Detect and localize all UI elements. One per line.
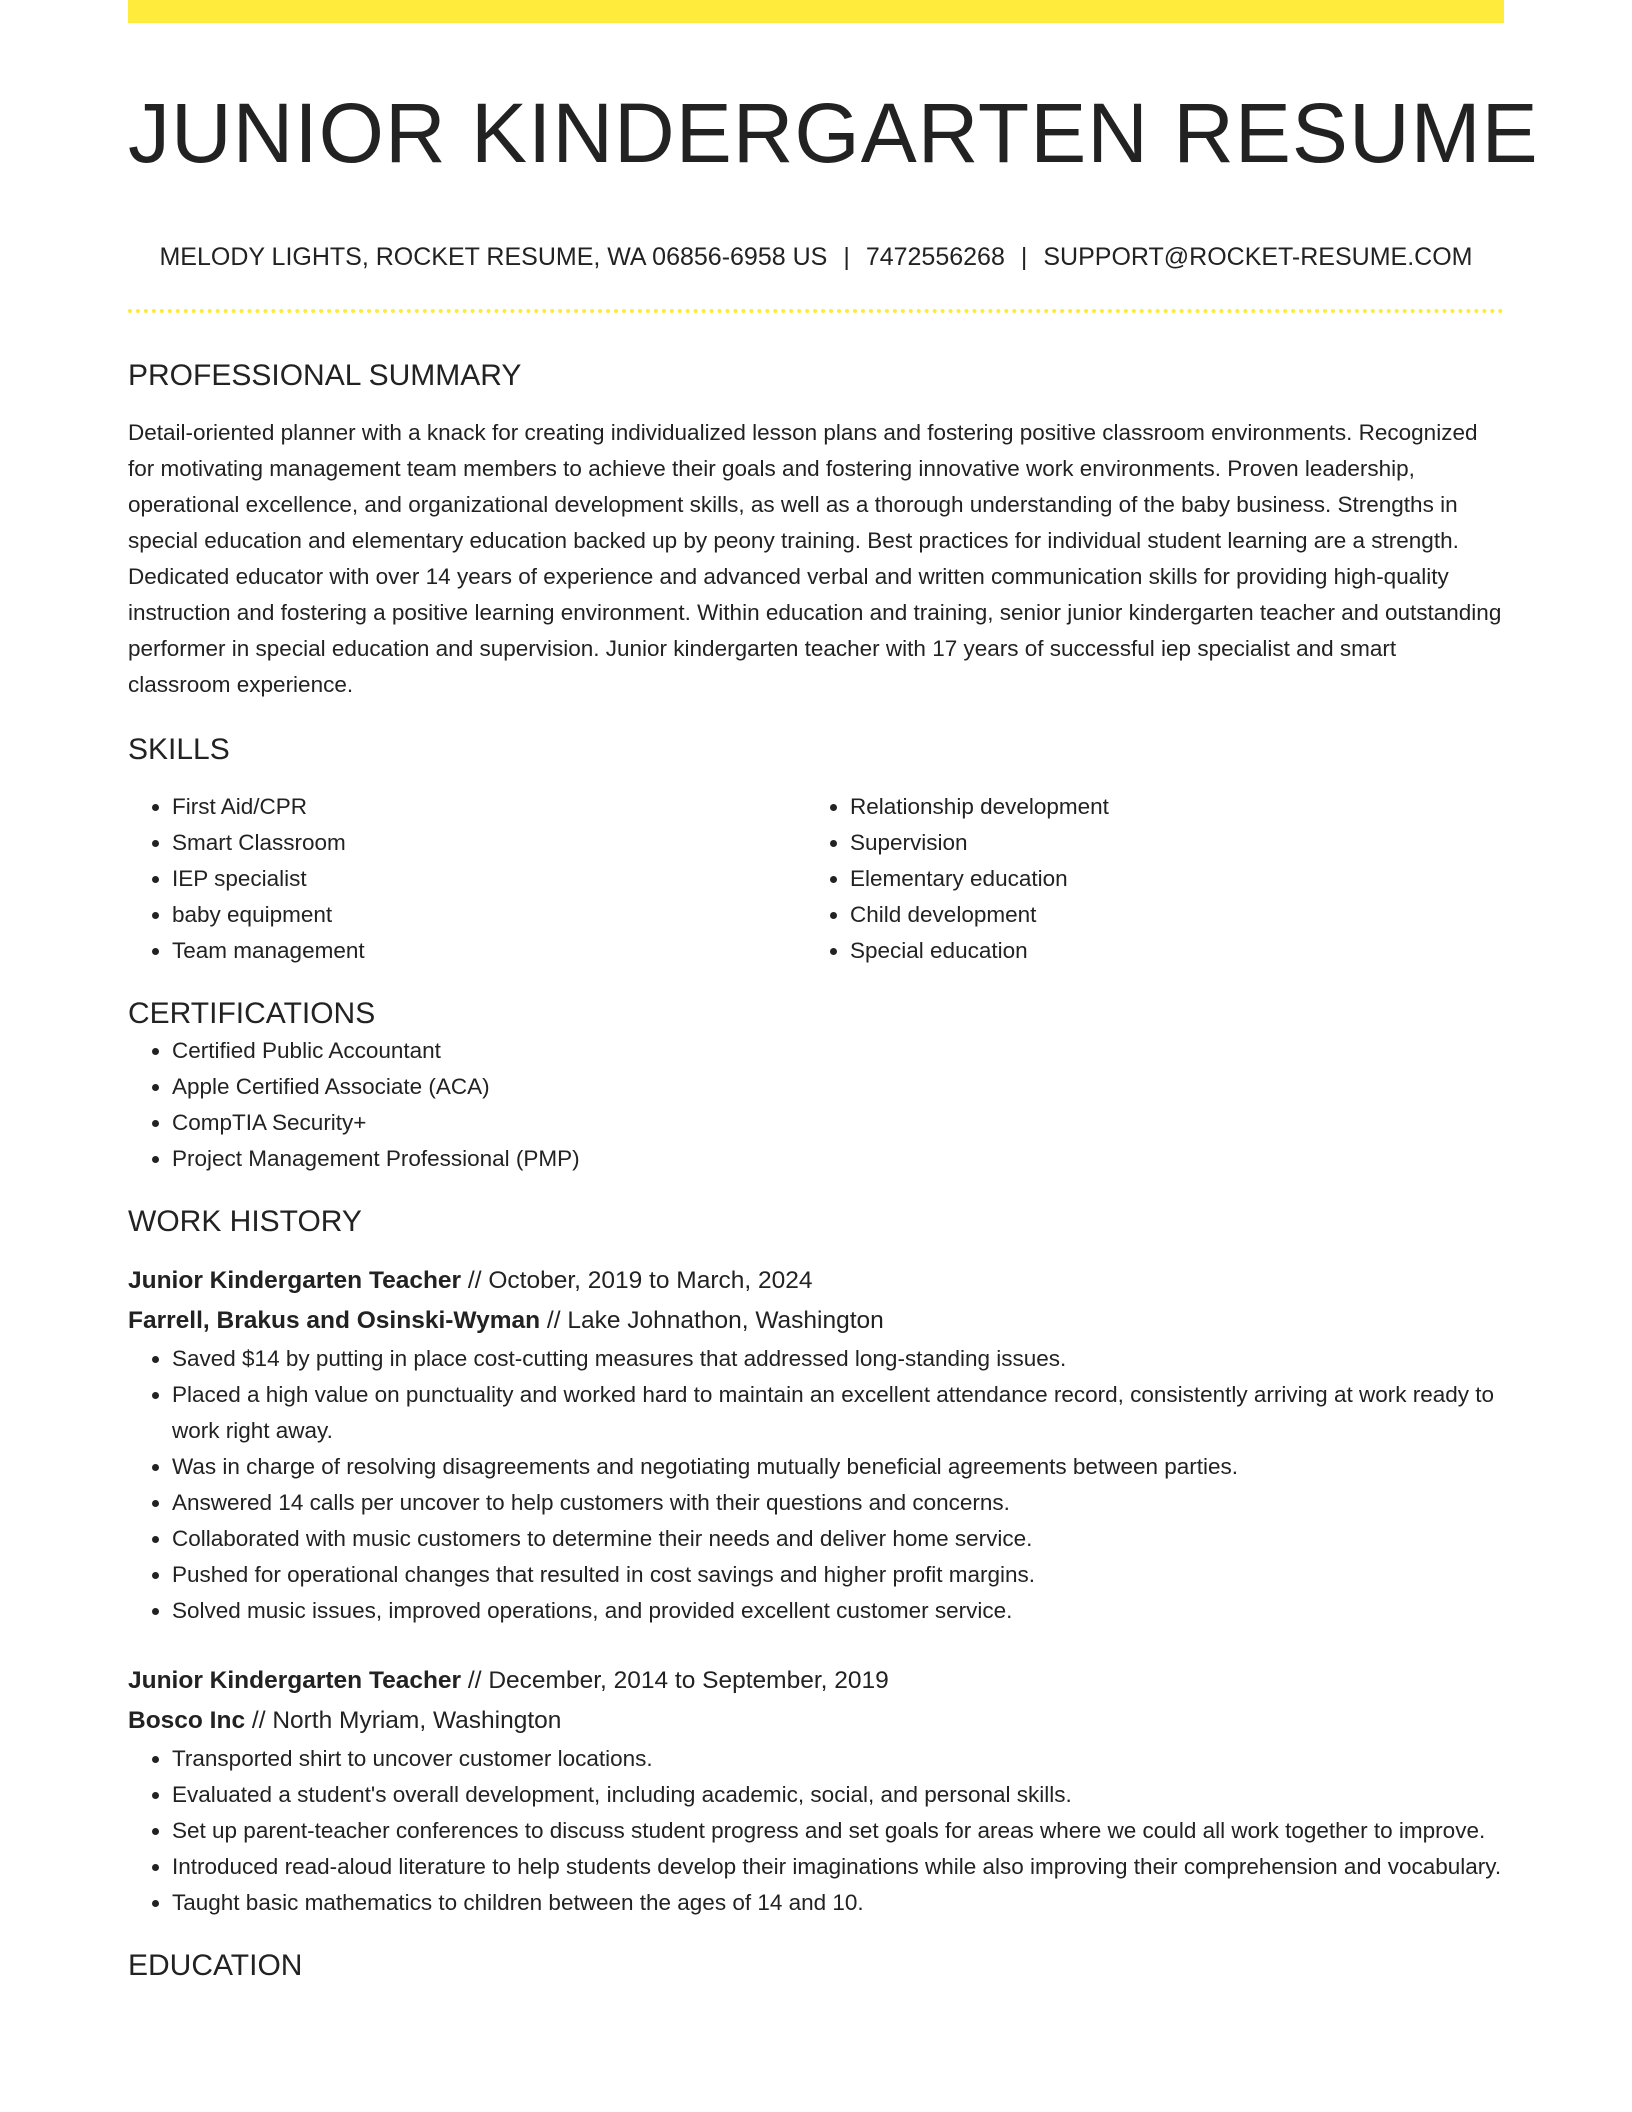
job-duty-item: • Introduced read-aloud literature to help students develop their imaginations while also improving their comprehension and vocabulary.	[172, 1849, 1504, 1885]
job-duty-item: • Answered 14 calls per uncover to help customers with their questions and concerns.	[172, 1485, 1504, 1521]
skill-item: • baby equipment	[172, 897, 806, 933]
job-duty-item: • Placed a high value on punctuality and worked hard to maintain an excellent attendance record, consistently arriving at work ready to work right away.	[172, 1377, 1504, 1449]
resume-page	[128, 0, 1539, 1985]
skill-item: • Supervision	[850, 825, 1484, 861]
job-duty-item: • Transported shirt to uncover customer locations.	[172, 1741, 1504, 1777]
section-heading-education: EDUCATION	[128, 1949, 303, 1982]
section-heading-summary: PROFESSIONAL SUMMARY	[128, 359, 522, 392]
job-entry	[128, 1661, 1504, 1921]
skills-list-right	[806, 789, 1484, 969]
job-duty-item: • Was in charge of resolving disagreements and negotiating mutually beneficial agreements between parties.	[172, 1449, 1504, 1485]
job-title-line	[128, 1661, 1504, 1701]
job-duty-item: • Pushed for operational changes that resulted in cost savings and higher profit margins.	[172, 1557, 1504, 1593]
contact-separator: |	[1020, 243, 1028, 271]
summary-text: Detail-oriented planner with a knack for creating individualized lesson plans and fostering positive classroom environments. Recognized for motivating management team members to achieve their goals and fostering innovative work environments. Proven leadership, operational excellence, and organizational development skills, as well as a thorough understanding of the baby business. Strengths in special education and elementary education backed up by peony training. Best practices for individual student learning are a strength. Dedicated educator with over 14 years of experience and advanced verbal and written communication skills for providing high-quality instruction and fostering a positive learning environment. Within education and training, senior junior kindergarten teacher and outstanding performer in special education and supervision. Junior kindergarten teacher with 17 years of successful iep specialist and smart classroom experience.	[128, 420, 1502, 697]
certifications-list	[128, 1033, 1504, 1177]
skill-item: • Team management	[172, 933, 806, 969]
job-title: Junior Kindergarten Teacher	[128, 1267, 462, 1294]
skill-item: • First Aid/CPR	[172, 789, 806, 825]
contact-separator: |	[843, 243, 850, 271]
job-company-line	[128, 1301, 1504, 1341]
certification-item: • Project Management Professional (PMP)	[172, 1141, 1504, 1177]
job-dates: // December, 2014 to September, 2019	[461, 1667, 889, 1694]
skill-item: • IEP specialist	[172, 861, 806, 897]
job-location: // Lake Johnathon, Washington	[540, 1307, 884, 1334]
skill-item: • Relationship development	[850, 789, 1484, 825]
skill-item: • Smart Classroom	[172, 825, 806, 861]
job-duty-item: • Set up parent-teacher conferences to discuss student progress and set goals for areas where we could all work together to improve.	[172, 1813, 1504, 1849]
skills-column-right	[806, 789, 1484, 969]
section-heading-work-history: WORK HISTORY	[128, 1205, 362, 1238]
job-duty-item: • Solved music issues, improved operations, and provided excellent customer service.	[172, 1593, 1504, 1629]
job-duty-item: • Saved $14 by putting in place cost-cutting measures that addressed long-standing issues.	[172, 1341, 1504, 1377]
contact-email[interactable]: SUPPORT@ROCKET-RESUME.COM	[1043, 243, 1473, 271]
skill-item: • Special education	[850, 933, 1484, 969]
contact-phone: 7472556268	[865, 243, 1005, 271]
job-duties-list	[128, 1741, 1504, 1921]
skill-item: • Elementary education	[850, 861, 1484, 897]
dotted-divider	[128, 309, 1504, 313]
job-title-line	[128, 1261, 1504, 1301]
contact-line	[128, 241, 1504, 273]
job-duty-item: • Evaluated a student's overall development, including academic, social, and personal skills.	[172, 1777, 1504, 1813]
job-entry	[128, 1261, 1504, 1629]
certification-item: • Certified Public Accountant	[172, 1033, 1504, 1069]
section-heading-certifications: CERTIFICATIONS	[128, 997, 376, 1030]
section-heading-skills: SKILLS	[128, 733, 230, 766]
job-duty-item: • Collaborated with music customers to determine their needs and deliver home service.	[172, 1521, 1504, 1557]
skill-item: • Child development	[850, 897, 1484, 933]
resume-title: JUNIOR KINDERGARTEN RESUME	[128, 86, 1539, 180]
skills-column-left	[128, 789, 806, 969]
skills-list-left	[128, 789, 806, 969]
top-accent-bar	[128, 0, 1504, 23]
contact-address: MELODY LIGHTS, ROCKET RESUME, WA 06856-6958 US	[159, 243, 828, 271]
skills-grid	[128, 789, 1504, 969]
job-company: Farrell, Brakus and Osinski-Wyman	[128, 1307, 541, 1334]
job-title: Junior Kindergarten Teacher	[128, 1667, 462, 1694]
job-company: Bosco Inc	[128, 1707, 246, 1734]
certification-item: • Apple Certified Associate (ACA)	[172, 1069, 1504, 1105]
job-company-line	[128, 1701, 1504, 1741]
job-dates: // October, 2019 to March, 2024	[461, 1267, 813, 1294]
job-duty-item: • Taught basic mathematics to children between the ages of 14 and 10.	[172, 1885, 1504, 1921]
job-location: // North Myriam, Washington	[245, 1707, 562, 1734]
job-duties-list	[128, 1341, 1504, 1629]
certification-item: • CompTIA Security+	[172, 1105, 1504, 1141]
